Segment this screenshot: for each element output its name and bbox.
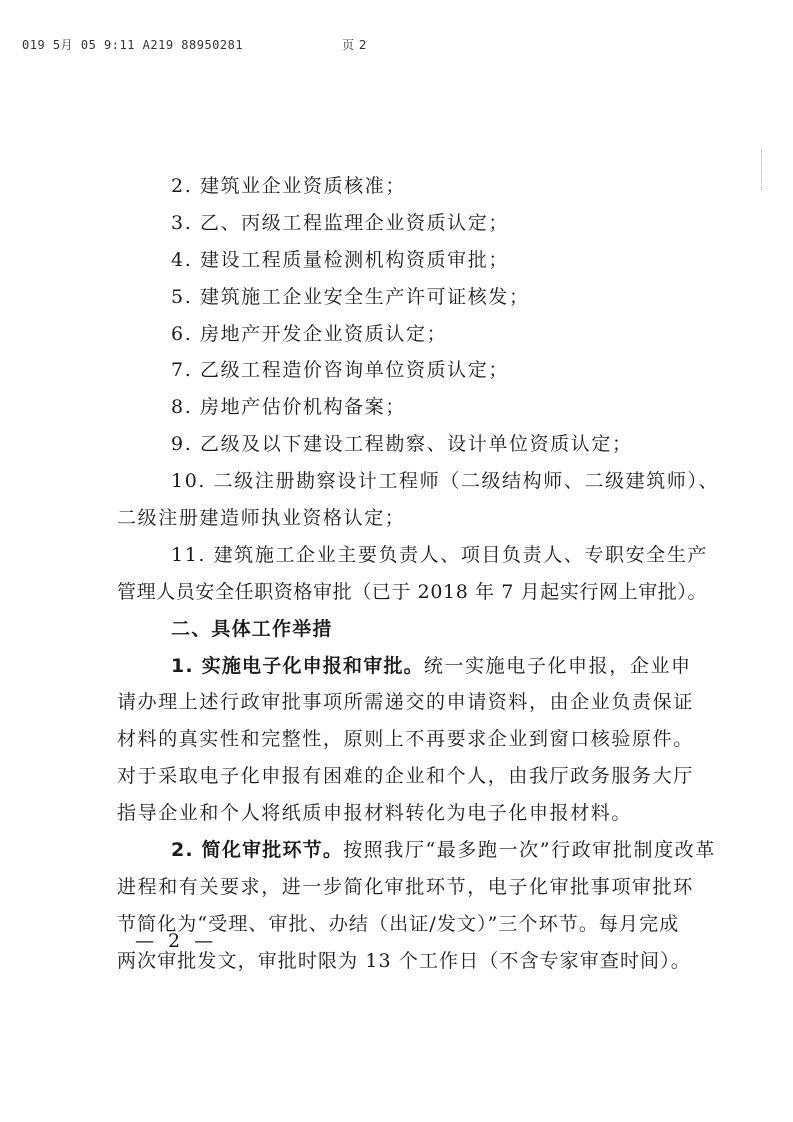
paragraph-line: 对于采取电子化申报有困难的企业和个人，由我厅政务服务大厅 [117,765,694,788]
list-item: 8. 房地产估价机构备案； [171,396,406,419]
fax-page-label: 页 2 [342,38,367,52]
measure2-line1 [117,832,716,869]
list-item: 4. 建设工程质量检测机构资质审批； [171,248,509,271]
list-item: 7. 乙级工程造价咨询单位资质认定； [171,359,509,382]
list-item: 5. 建筑施工企业安全生产许可证核发； [171,285,530,308]
list-item-10-line2: 二级注册建造师执业资格认定； [117,507,406,530]
list-item-11-line2: 管理人员安全任职资格审批（已于 2018 年 7 月起实行网上审批）。 [117,580,708,603]
scan-artifact [761,150,765,190]
measure1-line1 [117,648,692,685]
list-item: 9. 乙级及以下建设工程勘察、设计单位资质认定； [171,433,633,456]
fax-header [22,36,367,53]
paragraph-line: 节简化为“受理、审批、办结（出证/发文）”三个环节。每月完成 [117,912,680,935]
paragraph-line: 两次审批发文，审批时限为 13 个工作日（不含专家审查时间）。 [117,949,691,972]
page-number: — 2 — [135,930,218,952]
paragraph-line: 材料的真实性和完整性，原则上不再要求企业到窗口核验原件。 [117,728,694,751]
measure1-title: 1. 实施电子化申报和审批。 [171,654,424,677]
fax-stamp: 019 5月 05 9:11 A219 88950281 [22,38,244,52]
list-item: 6. 房地产开发企业资质认定； [171,322,448,345]
measure1-text: 统一实施电子化申报，企业申 [423,654,692,677]
section-heading: 二、具体工作举措 [171,617,333,640]
list-item-11-line1: 11. 建筑施工企业主要负责人、项目负责人、专职安全生产 [171,543,709,566]
paragraph-line: 进程和有关要求，进一步简化审批环节，电子化审批事项审批环 [117,875,694,898]
paragraph-line: 指导企业和个人将纸质申报材料转化为电子化申报材料。 [117,802,633,825]
document-body [117,168,720,980]
list-item: 2. 建筑业企业资质核准； [171,175,406,197]
list-item-10-line1: 10. 二级注册勘察设计工程师（二级结构师、二级建筑师）、 [171,470,720,493]
measure2-text: 按照我厅“最多跑一次”行政审批制度改革 [343,839,716,862]
measure2-title: 2. 简化审批环节。 [171,839,344,862]
paragraph-line: 请办理上述行政审批事项所需递交的申请资料，由企业负责保证 [117,691,694,714]
list-item: 3. 乙、丙级工程监理企业资质认定； [171,211,509,234]
